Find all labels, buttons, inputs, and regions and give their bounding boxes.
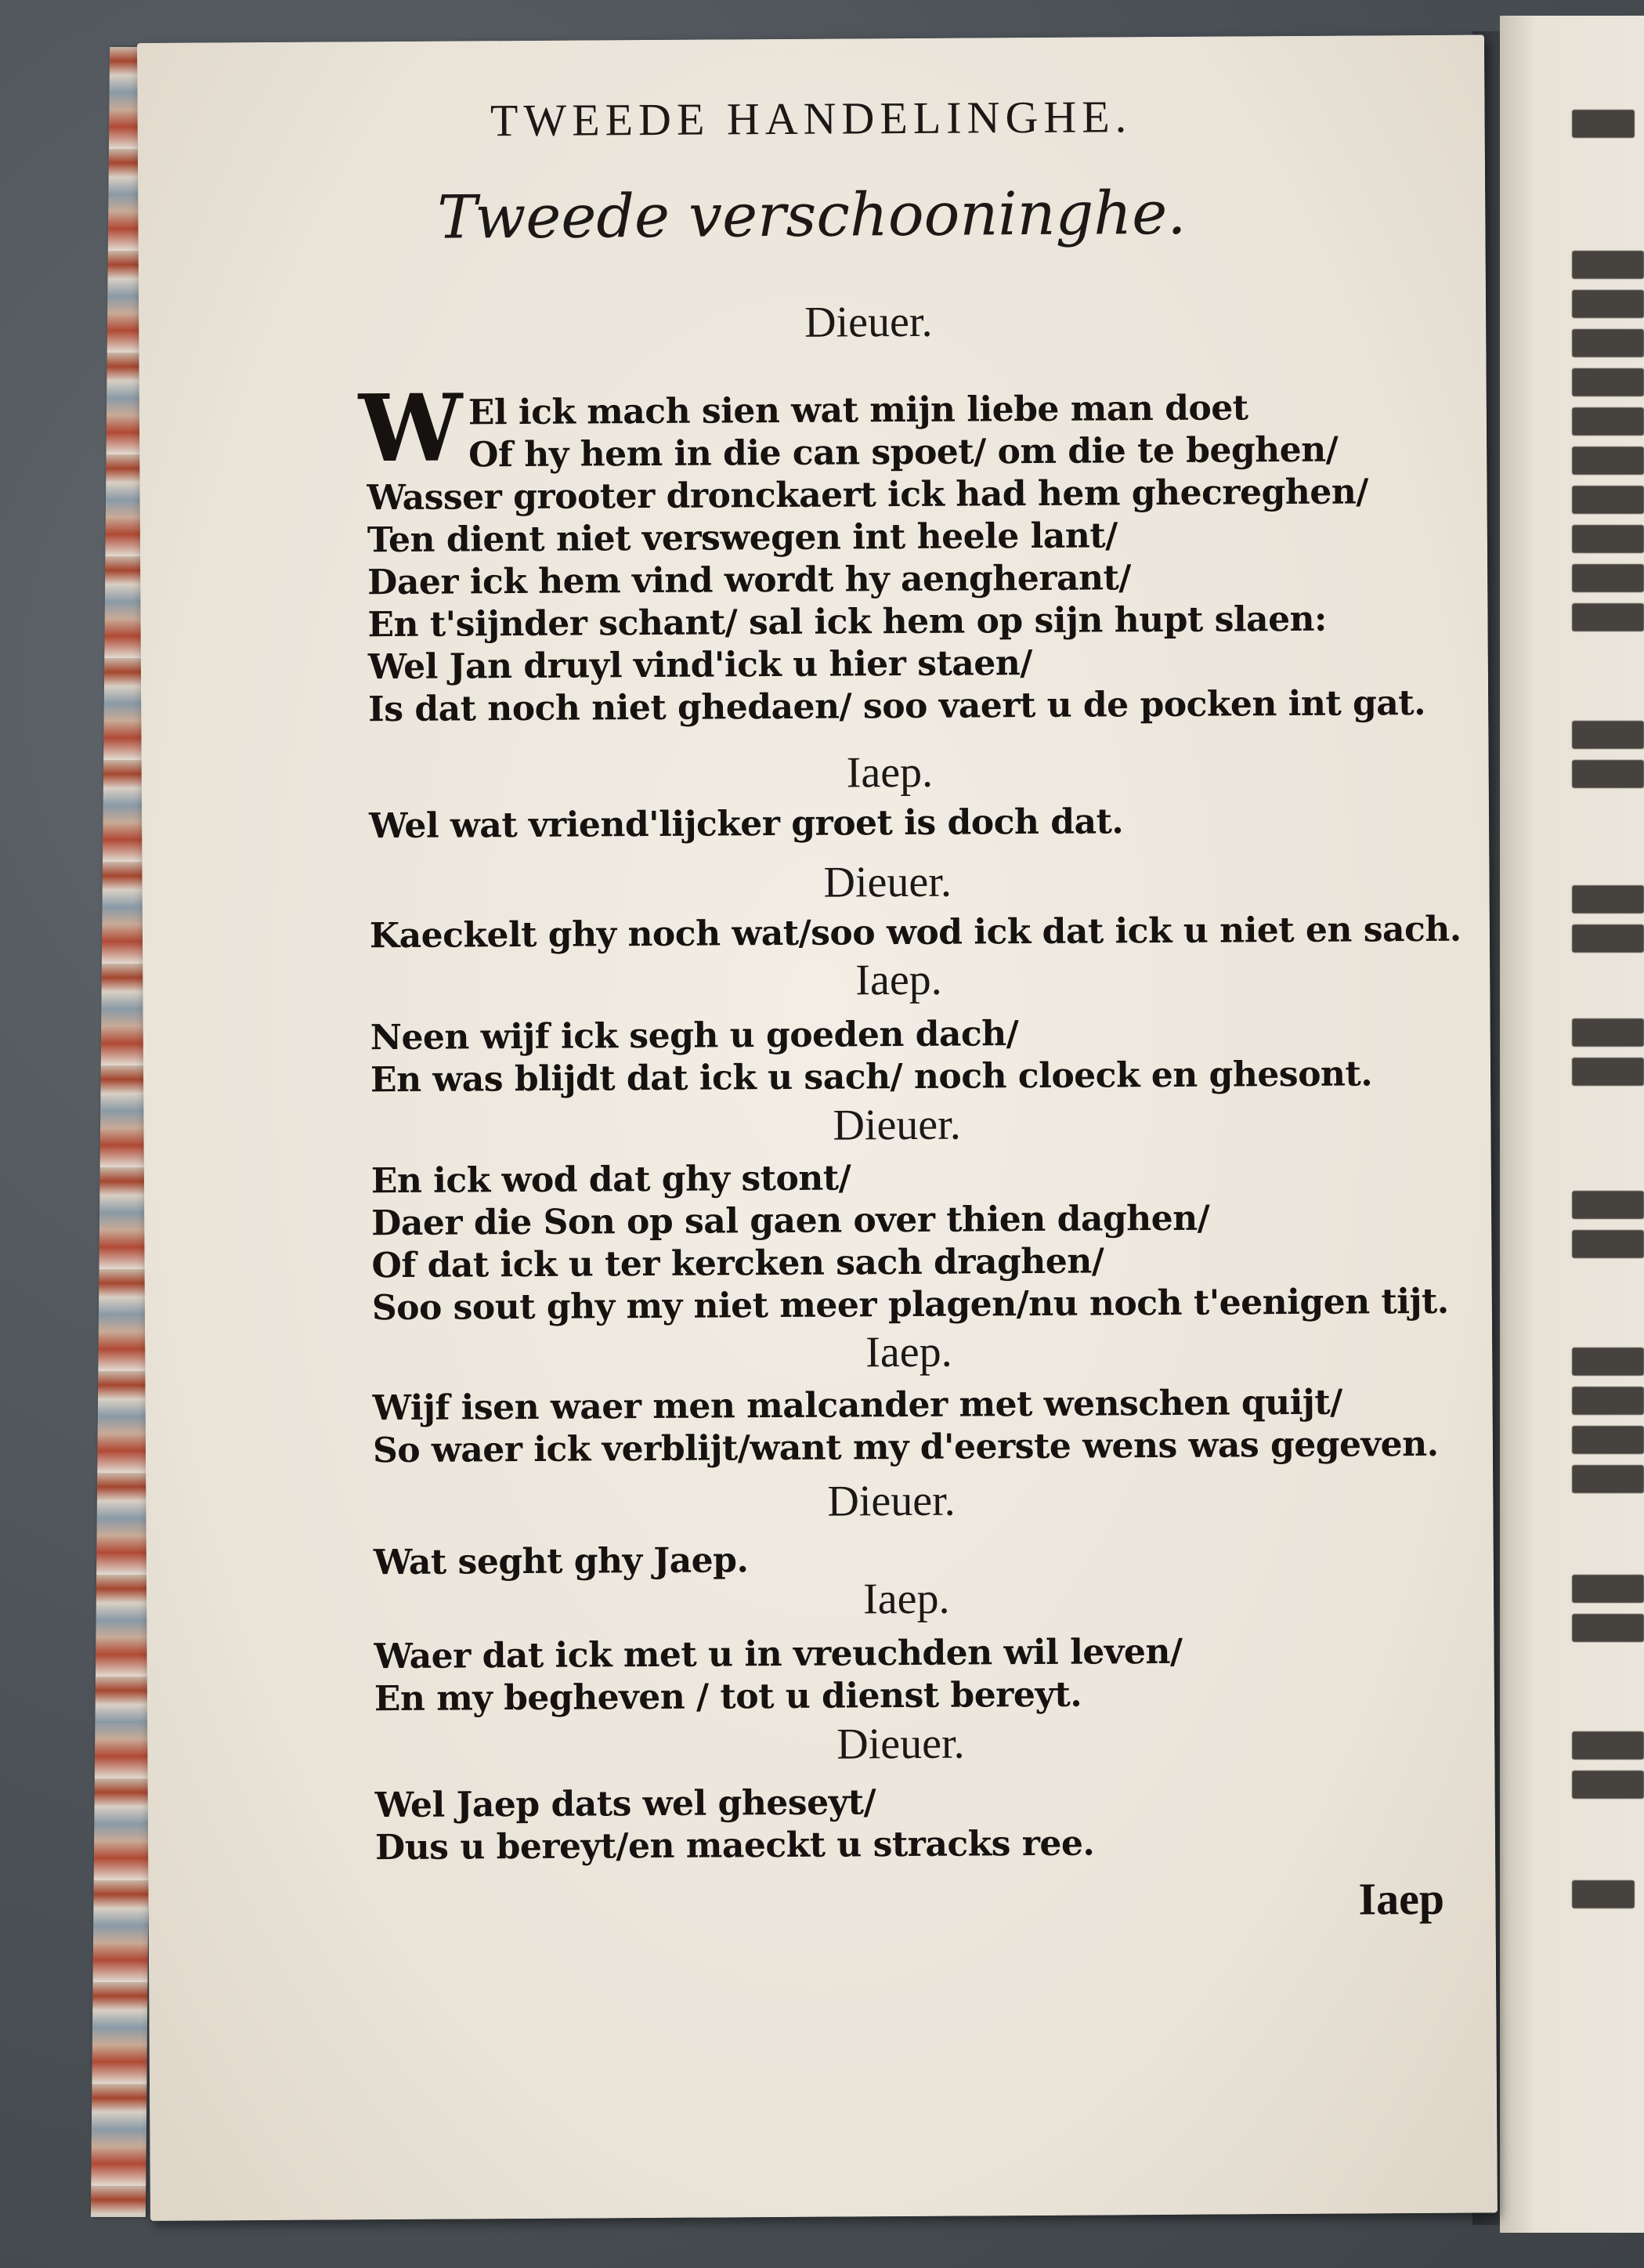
verse-line: Wat seght ghy Jaep.: [373, 1540, 749, 1583]
verse-line: Wel wat vriend'lijcker groet is doch dat.: [368, 801, 1124, 847]
facing-page-line: [1572, 290, 1644, 318]
speaker-label: Iaep.: [846, 747, 934, 798]
verse-line: Daer die Son op sal gaen over thien daghen/: [371, 1198, 1210, 1244]
speaker-label: Dieuer.: [827, 1476, 956, 1526]
facing-page-line: [1572, 110, 1635, 138]
facing-page-line: [1572, 760, 1644, 788]
verse-line: Neen wijf ick segh u goeden dach/: [370, 1014, 1019, 1058]
verse-line: Wasser grooter dronckaert ick had hem ghecreghen/: [367, 472, 1368, 519]
verse-line: El ick mach sien wat mijn liebe man doet: [468, 388, 1248, 433]
facing-page-line: [1572, 251, 1644, 279]
speaker-label: Dieuer.: [836, 1719, 965, 1769]
facing-page-line: [1572, 368, 1644, 396]
verse-line: Soo sout ghy my niet meer plagen/nu noch t'eenigen tijt.: [371, 1281, 1449, 1329]
verse-line: Of hy hem in die can spoet/ om die te beghen/: [468, 429, 1339, 476]
facing-page-line: [1572, 1880, 1635, 1908]
facing-page-line: [1572, 525, 1644, 553]
facing-page-line: [1572, 1731, 1644, 1760]
speaker-label: Dieuer.: [833, 1100, 961, 1150]
book-page: [137, 34, 1498, 2220]
facing-page-line: [1572, 407, 1644, 436]
facing-page-line: [1572, 1018, 1644, 1047]
scene-title: Tweede verschooninghe.: [437, 177, 1187, 252]
verse-line: Wijf isen waer men malcander met wenschen quijt/: [372, 1382, 1342, 1429]
catchword: Iaep: [1358, 1872, 1445, 1925]
speaker-label: Dieuer.: [823, 857, 952, 907]
facing-page-line: [1572, 1387, 1644, 1415]
facing-page-line: [1572, 1575, 1644, 1603]
verse-line: Kaeckelt ghy noch wat/soo wod ick dat ick u niet en sach.: [369, 909, 1462, 957]
facing-page-line: [1572, 721, 1644, 749]
facing-page-line: [1572, 1191, 1644, 1219]
verse-line: Ten dient niet verswegen int heele lant/: [367, 515, 1118, 561]
running-head: TWEEDE HANDELINGHE.: [490, 91, 1133, 146]
facing-page-line: [1572, 1426, 1644, 1454]
facing-page-line: [1572, 1347, 1644, 1376]
facing-page-line: [1572, 1230, 1644, 1258]
verse-line: Of dat ick u ter kercken sach draghen/: [371, 1241, 1104, 1286]
verse-line: Is dat noch niet ghedaen/ soo vaert u de pocken int gat.: [368, 682, 1426, 730]
facing-page-line: [1572, 486, 1644, 514]
speaker-label: Dieuer.: [804, 297, 933, 347]
facing-page-line: [1572, 603, 1644, 631]
speaker-label: Iaep.: [862, 1574, 950, 1624]
verse-line: Daer ick hem vind wordt hy aengherant/: [367, 558, 1132, 603]
facing-page-line: [1572, 564, 1644, 592]
facing-page-line: [1572, 1614, 1644, 1642]
speaker-label: Iaep.: [855, 955, 942, 1005]
facing-page-line: [1572, 1465, 1644, 1493]
facing-page-line: [1572, 1058, 1644, 1086]
verse-line: Waer dat ick met u in vreuchden wil leven/: [374, 1631, 1183, 1677]
verse-line: En was blijdt dat ick u sach/ noch cloeck en ghesont.: [370, 1054, 1373, 1101]
verse-line: En my begheven / tot u dienst bereyt.: [374, 1674, 1082, 1720]
verse-line: So waer ick verblijt/want my d'eerste wens was gegeven.: [372, 1423, 1439, 1471]
verse-line: Wel Jan druyl vind'ick u hier staen/: [367, 643, 1033, 688]
verse-line: Wel Jaep dats wel gheseyt/: [374, 1782, 876, 1826]
facing-page: [1500, 16, 1644, 2233]
facing-page-line: [1572, 885, 1644, 913]
facing-page-line: [1572, 329, 1644, 357]
facing-page-line: [1572, 924, 1644, 953]
speaker-label: Iaep.: [865, 1327, 952, 1377]
facing-page-line: [1572, 1771, 1644, 1799]
drop-cap: W: [358, 373, 463, 483]
verse-line: En t'sijnder schant/ sal ick hem op sijn hupt slaen:: [367, 599, 1327, 646]
verse-line: En ick wod dat ghy stont/: [370, 1158, 851, 1202]
verse-line: Dus u bereyt/en maeckt u stracks ree.: [374, 1823, 1095, 1868]
facing-page-line: [1572, 447, 1644, 475]
